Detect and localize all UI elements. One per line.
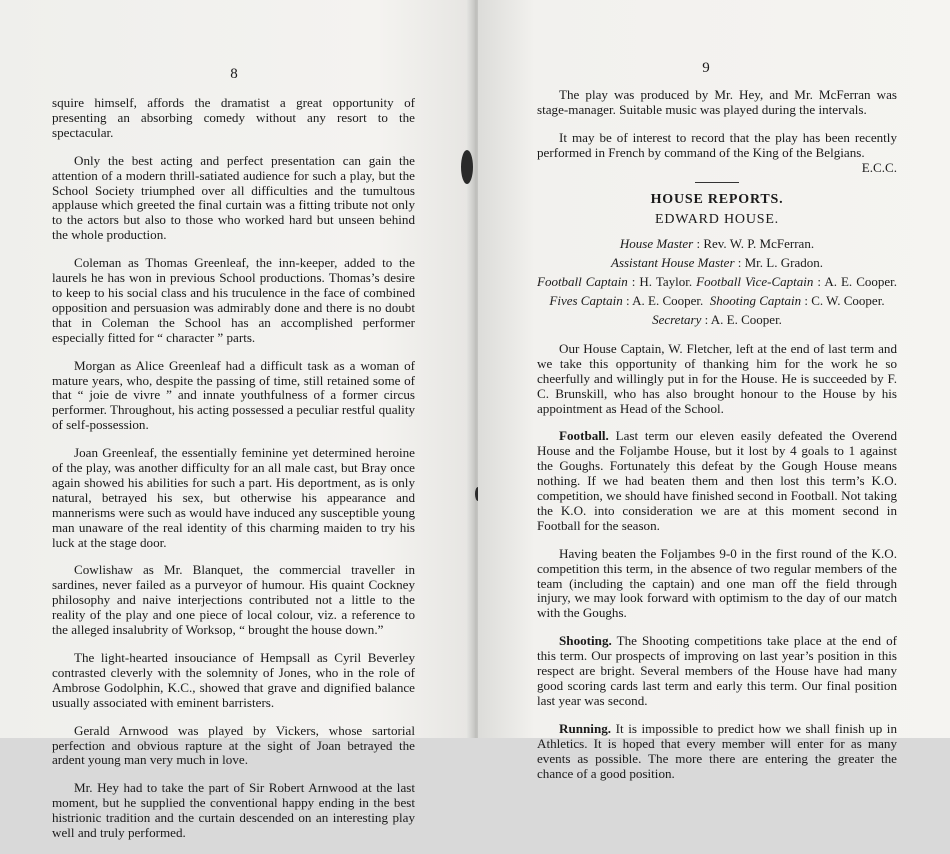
secretary-line: Secretary : A. E. Cooper. xyxy=(652,311,782,327)
secretary-label: Secretary xyxy=(652,311,702,327)
staple-hole xyxy=(461,150,473,184)
shooting-paragraph xyxy=(537,634,897,709)
paragraph: Gerald Arnwood was played by Vickers, whose sartorial perfection and obvious rapture at the sight of Joan betrayed the ardent young man very much in love. xyxy=(52,722,415,768)
football-captain: H. Taylor. xyxy=(639,274,693,290)
section-title: HOUSE REPORTS. xyxy=(650,191,784,207)
page-number-right: 9 xyxy=(702,60,710,76)
left-page xyxy=(0,0,473,841)
paragraph: The light-hearted insouciance of Hempsall as Cyril Beverley contrasted cleverly with the solemnity of Jones, who in the role of Ambrose Godolphin, K.C., showed that grave and dignified balance usually associated with eminent barristers. xyxy=(52,650,415,710)
author-signature: E.C.C. xyxy=(861,159,897,175)
house-master-line: House Master : Rev. W. P. McFerran. xyxy=(619,236,815,252)
house-master: Rev. W. P. McFerran. xyxy=(703,236,815,252)
house-name: EDWARD HOUSE. xyxy=(655,212,779,228)
football-vice-captain-label: Football Vice-Captain xyxy=(696,274,814,290)
football-text: Last term our eleven easily defeated the Overend House and the Foljambe House, but it lost by 4 goals to 1 against the Goughs. Fortunately this defeat by the Gough House means nothing. If we had beaten them and then lost this term’s K.O. competition, we should have finished second in Football. Not taking the K.O. into consideration we are at this moment second in Football for the season. xyxy=(537,428,898,533)
football-captains-line: Football Captain : H. Taylor. Football Vice-Captain : A. E. Cooper. xyxy=(537,274,898,290)
fives-captain: A. E. Cooper. xyxy=(632,293,704,309)
shooting-heading: Shooting. xyxy=(559,633,612,649)
paragraph: The play was produced by Mr. Hey, and Mr. McFerran was stage-manager. Suitable music was played during the intervals. xyxy=(537,87,897,117)
paragraph: It may be of interest to record that the play has been recently performed in French by command of the King of the Belgians. xyxy=(537,129,897,160)
paragraph: Cowlishaw as Mr. Blanquet, the commercial traveller in sardines, never failed as a purveyor of humour. His quaint Cockney philosophy and naive interjections contributed not a little to the reality of the play and one piece of local colour, viz. a reference to the alleged insalubrity of Worksop, “ brought the house down.” xyxy=(52,562,415,638)
football-paragraph xyxy=(537,429,897,533)
shooting-text: The Shooting competitions take place at the end of this term. Our prospects of improving on last year’s position in this respect are bright. Several members of the House have had many good scoring cards last term and early this term. Our final position last year was second. xyxy=(537,633,897,708)
paragraph: Mr. Hey had to take the part of Sir Robert Arnwood at the last moment, but he supplied the conventional happy ending in the best histrionic tradition and the curtain descended on an interesting play well and truly performed. xyxy=(52,780,415,841)
left-column xyxy=(52,96,415,854)
assistant-house-master-line: Assistant House Master : Mr. L. Gradon. xyxy=(611,255,823,271)
page-number-left: 8 xyxy=(230,66,238,82)
fives-captain-label: Fives Captain xyxy=(549,293,623,309)
assistant-label: Assistant House Master xyxy=(611,255,735,271)
paragraph: Having beaten the Foljambes 9-0 in the first round of the K.O. competition this term, in the absence of two regular members of the team (including the captain) and one man off the field through injury, we may look forward with optimism to the day of our match with the Goughs. xyxy=(537,545,897,621)
paragraph: squire himself, affords the dramatist a great opportunity of presenting an absorbing comedy without any resort to the spectacular. xyxy=(52,95,415,140)
paragraph: Only the best acting and perfect presentation can gain the attention of a modern thrill-satiated audience for such a play, but the School Society triumphed over all difficulties and the tumultous applause which greeted the final curtain was a fitting tribute not only to the actors but also to those who worked hard but unseen behind the whole production. xyxy=(52,152,415,243)
paragraph: Joan Greenleaf, the essentially feminine yet determined heroine of the play, was another difficulty for an all male cast, but Bray once again showed his abilities for such a part. His deportment, as is only natural, betrayed his sex, but otherwise his appearance and mannerisms were such as would have induced any susceptible young man unaware of the real identity of this charming maiden to try his luck at the stage door. xyxy=(52,445,415,550)
fives-shooting-captains-line: Fives Captain : A. E. Cooper. Shooting Captain : C. W. Cooper. xyxy=(549,293,885,309)
section-divider xyxy=(695,182,739,183)
running-paragraph xyxy=(537,722,897,782)
house-master-label: House Master xyxy=(619,236,694,252)
secretary: A. E. Cooper. xyxy=(710,311,782,327)
shooting-captain: C. W. Cooper. xyxy=(811,293,885,309)
running-heading: Running. xyxy=(559,720,612,736)
football-heading: Football. xyxy=(559,428,609,444)
football-vice-captain: A. E. Cooper. xyxy=(824,274,898,290)
right-column xyxy=(537,88,897,794)
paragraph: Morgan as Alice Greenleaf had a difficult task as a woman of mature years, who, despite the passing of time, still retained some of that “ joie de vivre ” and innate youthfulness of a former circus performer. Throughout, his acting possessed a peculiar restful quality of self-possession. xyxy=(52,357,415,433)
assistant-house-master: Mr. L. Gradon. xyxy=(744,255,823,271)
paragraph: Coleman as Thomas Greenleaf, the inn-keeper, added to the laurels he has won in previous School productions. Thomas’s desire to keep to his social class and his truculence in the face of combined opposition and persuasion was admirably done and there is no doubt that in Coleman the School has an accomplished performer especially fitted for “ character ” parts. xyxy=(52,255,415,345)
shooting-captain-label: Shooting Captain xyxy=(709,293,802,309)
paragraph: Our House Captain, W. Fletcher, left at the end of last term and we take this opportunity of thanking him for the work he so cheerfully and willingly put in for the House. He is succeeded by F. C. Brunskill, who has also brought honour to the House by his appointment as Head of the School. xyxy=(537,340,897,416)
running-text: It is impossible to predict how we shall finish up in Athletics. It is hoped that every member will enter for as many events as possible. The more there are entering the greater the chance of a good position. xyxy=(537,720,897,781)
football-captain-label: Football Captain xyxy=(537,274,628,290)
